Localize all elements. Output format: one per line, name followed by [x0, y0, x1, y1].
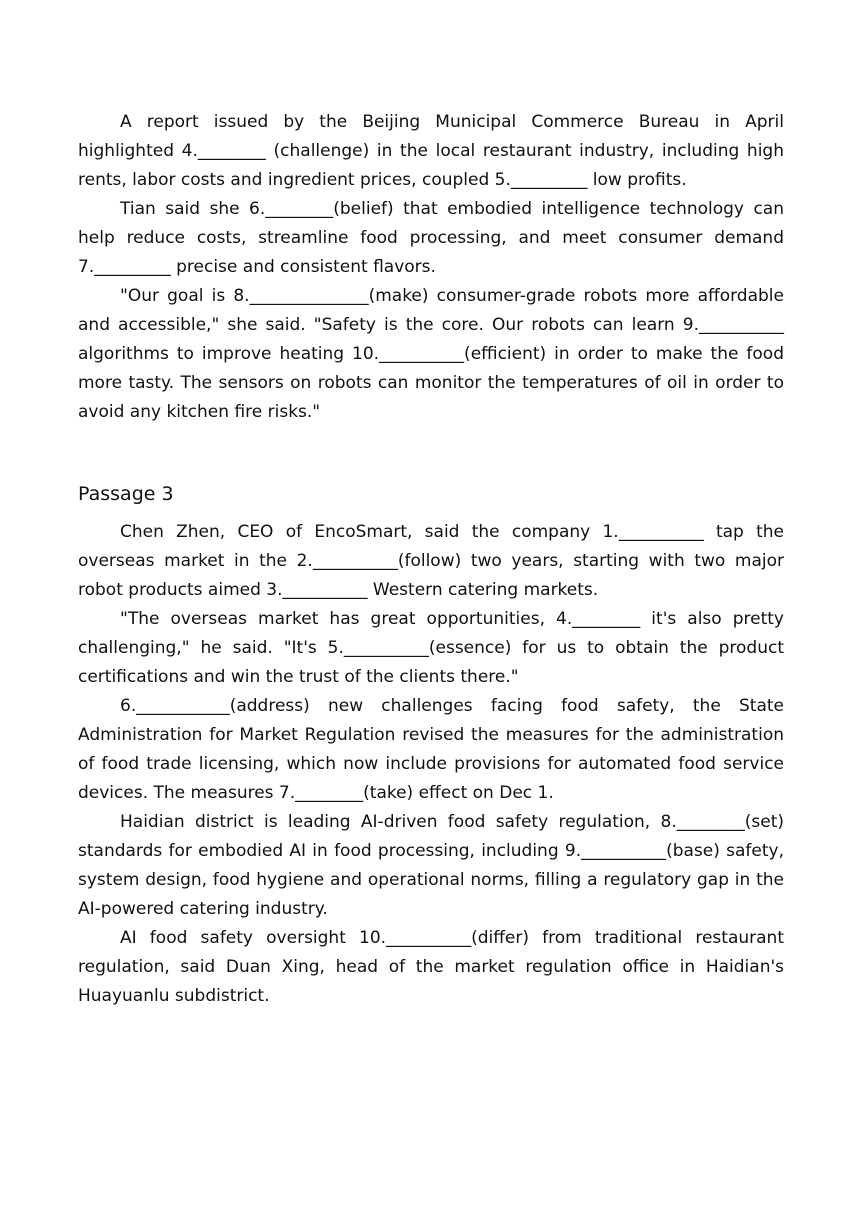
paragraph: AI food safety oversight 10.__________(differ) from traditional restaurant regulation, said Duan Xing, head of the market regulation office in Haidian's Huayuanlu subdistrict.	[78, 928, 784, 1006]
paragraph: Haidian district is leading AI-driven food safety regulation, 8.________(set) standards for embodied AI in food processing, including 9.__________(base) safety, system design, food hygiene and operational norms, filling a regulatory gap in the AI-powered catering industry.	[78, 812, 784, 919]
paragraph: Tian said she 6.________(belief) that embodied intelligence technology can help reduce costs, streamline food processing, and meet consumer demand 7._________ precise and consistent flavors.	[78, 199, 784, 277]
passage-3-body	[78, 518, 784, 1011]
paragraph: "Our goal is 8.______________(make) consumer-grade robots more affordable and accessible," she said. "Safety is the core. Our robots can learn 9.__________ algorithms to improve heating 10.__________(efficient) in order to make the food more tasty. The sensors on robots can monitor the temperatures of oil in order to avoid any kitchen fire risks."	[78, 286, 784, 422]
passage-heading: Passage 3	[78, 483, 174, 505]
paragraph: Chen Zhen, CEO of EncoSmart, said the company 1.__________ tap the overseas market in the 2.__________(follow) two years, starting with two major robot products aimed 3.__________ Western catering markets.	[78, 522, 784, 600]
document-page	[78, 108, 784, 1011]
passage-2-body	[78, 108, 784, 427]
paragraph: A report issued by the Beijing Municipal Commerce Bureau in April highlighted 4.________ (challenge) in the local restaurant industry, including high rents, labor costs and ingredient prices, coupled 5._________ low profits.	[78, 112, 784, 190]
paragraph: 6.___________(address) new challenges facing food safety, the State Administration for Market Regulation revised the measures for the administration of food trade licensing, which now include provisions for automated food service devices. The measures 7.________(take) effect on Dec 1.	[78, 696, 784, 803]
paragraph: "The overseas market has great opportunities, 4.________ it's also pretty challenging," he said. "It's 5.__________(essence) for us to obtain the product certifications and win the trust of the clients there."	[78, 609, 784, 687]
